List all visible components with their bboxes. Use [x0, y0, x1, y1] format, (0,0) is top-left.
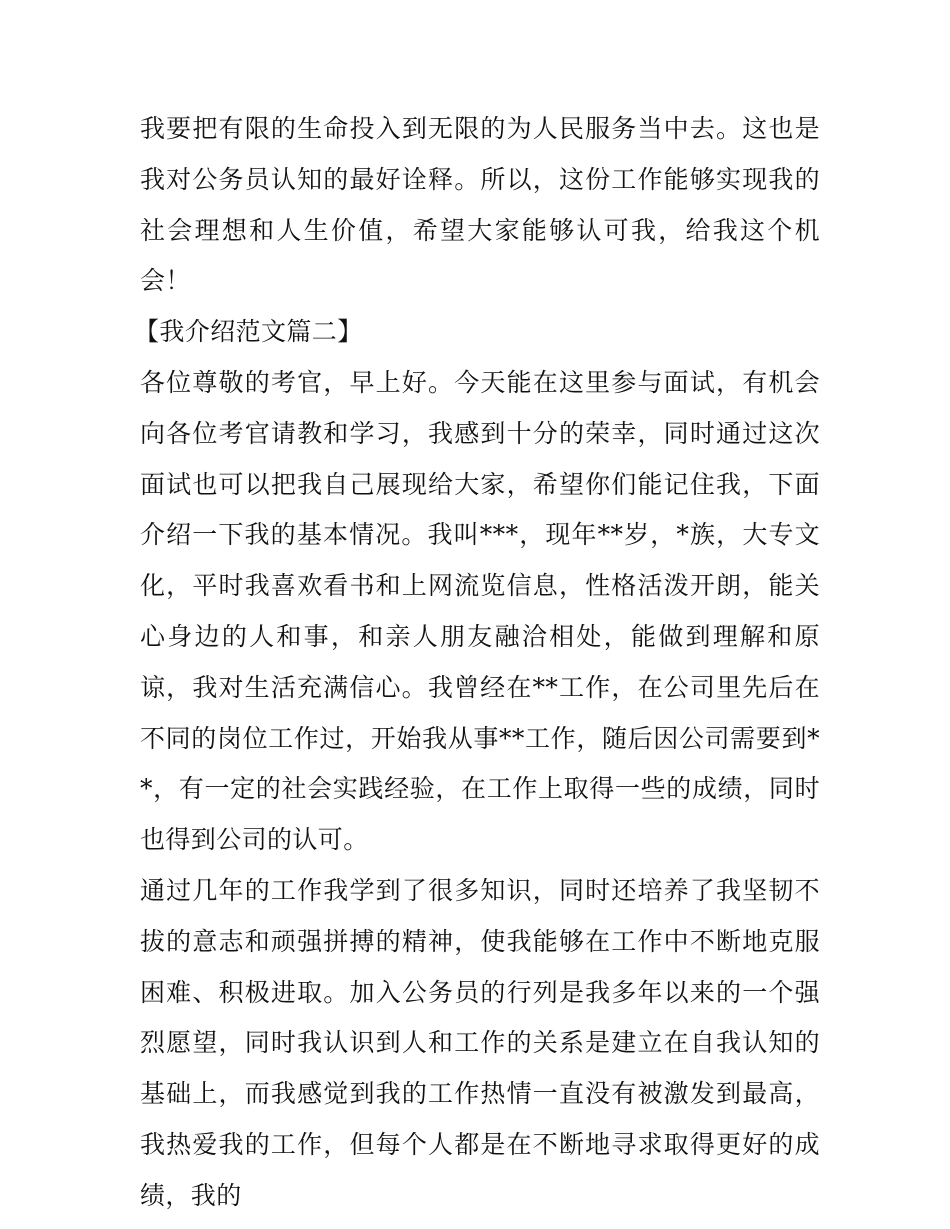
paragraph-self-introduction: 各位尊敬的考官，早上好。今天能在这里参与面试，有机会向各位考官请教和学习，我感到十分的荣幸，同时通过这次面试也可以把我自己展现给大家，希望你们能记住我，下面介绍一下我的基本情况。我叫***，现年**岁，*族，大专文化，平时我喜欢看书和上网流览信息，性格活泼开朗，能关心身边的人和事，和亲人朋友融洽相处，能做到理解和原谅，我对生活充满信心。我曾经在**工作，在公司里先后在不同的岗位工作过，开始我从事**工作，随后因公司需要到**，有一定的社会实践经验，在工作上取得一些的成绩，同时也得到公司的认可。	[140, 367, 820, 855]
paragraph-work-experience: 通过几年的工作我学到了很多知识，同时还培养了我坚韧不拔的意志和顽强拼搏的精神，使我能够在工作中不断地克服困难、积极进取。加入公务员的行列是我多年以来的一个强烈愿望，同时我认识到人和工作的关系是建立在自我认知的基础上，而我感觉到我的工作热情一直没有被激发到最高，我热爱我的工作，但每个人都是在不断地寻求取得更好的成绩，我的	[140, 875, 820, 1210]
document-body	[134, 104, 820, 1222]
paragraph-intro-ending: 我要把有限的生命投入到无限的为人民服务当中去。这也是我对公务员认知的最好诠释。所以，这份工作能够实现我的社会理想和人生价值，希望大家能够认可我，给我这个机会！	[140, 114, 820, 296]
section-heading: 【我介绍范文篇二】	[134, 317, 363, 347]
